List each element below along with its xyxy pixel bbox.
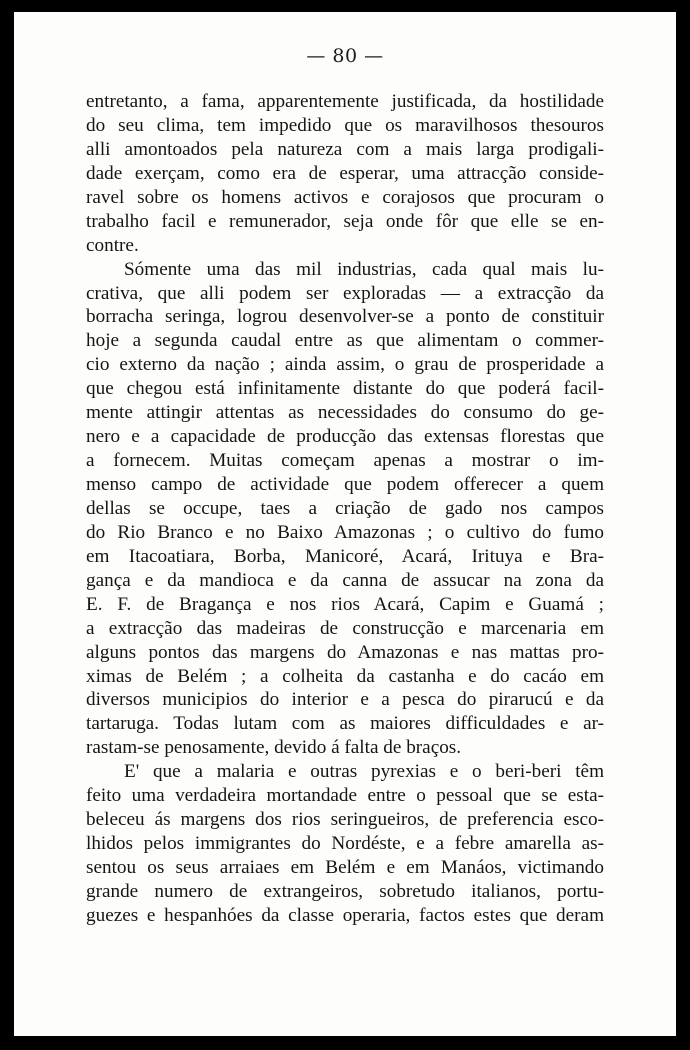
text-line: grande numero de extrangeiros, sobretudo italianos, portu- bbox=[86, 880, 604, 902]
text-line: crativa, que alli podem ser exploradas — a extracção da bbox=[86, 282, 604, 304]
text-line: lhidos pelos immigrantes do Nordéste, e a febre amarella as- bbox=[86, 833, 604, 855]
text-line: dellas se occupe, taes a criação de gado nos campos bbox=[86, 497, 604, 519]
text-line: alguns pontos das margens do Amazonas e nas mattas pro- bbox=[86, 641, 604, 663]
text-line: Sómente uma das mil industrias, cada qual mais lu- bbox=[124, 258, 604, 280]
text-line: E' que a malaria e outras pyrexias e o beri-beri têm bbox=[124, 761, 604, 783]
text-line: tartaruga. Todas lutam com as maiores difficuldades e ar- bbox=[86, 713, 604, 735]
paragraph-1 bbox=[86, 90, 604, 258]
text-line: rastam-se penosamente, devido á falta de braços. bbox=[86, 737, 462, 759]
book-page bbox=[14, 12, 676, 1036]
paragraph-3 bbox=[86, 760, 604, 928]
text-line: E. F. de Bragança e nos rios Acará, Capim e Guamá ; bbox=[86, 593, 604, 615]
paragraph-2 bbox=[86, 258, 604, 761]
text-line: mente attingir attentas as necessidades do consumo do ge- bbox=[86, 402, 604, 424]
text-line: ravel sobre os homens activos e corajosos que procuram o bbox=[86, 186, 604, 208]
text-line: ximas de Belém ; a colheita da castanha e do cacáo em bbox=[86, 665, 604, 687]
text-line: guezes e hespanhóes da classe operaria, factos estes que deram bbox=[86, 904, 604, 926]
text-line: cio externo da nação ; ainda assim, o grau de prosperidade a bbox=[86, 354, 604, 376]
text-line: em Itacoatiara, Borba, Manicoré, Acará, Irituya e Bra- bbox=[86, 545, 604, 567]
text-line: trabalho facil e remunerador, seja onde fôr que elle se en- bbox=[86, 210, 604, 232]
text-line: a extracção das madeiras de construcção e marcenaria em bbox=[86, 617, 604, 639]
text-line: borracha seringa, logrou desenvolver-se a ponto de constituir bbox=[86, 306, 604, 328]
text-line: que chegou está infinitamente distante do que poderá facil- bbox=[86, 378, 604, 400]
text-line: contre. bbox=[86, 234, 139, 256]
text-line: gança e da mandioca e da canna de assucar na zona da bbox=[86, 569, 604, 591]
text-line: beleceu ás margens dos rios seringueiros, de preferencia esco- bbox=[86, 809, 604, 831]
text-line: alli amontoados pela natureza com a mais larga prodigali- bbox=[86, 138, 604, 160]
text-line: a fornecem. Muitas começam apenas a mostrar o im- bbox=[86, 450, 604, 472]
text-line: sentou os seus arraiaes em Belém e em Manáos, victimando bbox=[86, 857, 604, 878]
text-line: nero e a capacidade de producção das extensas florestas que bbox=[86, 426, 604, 448]
text-line: hoje a segunda caudal entre as que alimentam o commer- bbox=[86, 330, 604, 352]
text-line: entretanto, a fama, apparentemente justificada, da hostilidade bbox=[86, 91, 604, 112]
text-line: do Rio Branco e no Baixo Amazonas ; o cultivo do fumo bbox=[86, 521, 604, 543]
text-line: menso campo de actividade que podem offerecer a quem bbox=[86, 474, 604, 495]
page-number: — 80 — bbox=[306, 45, 384, 67]
text-line: do seu clima, tem impedido que os maravilhosos thesouros bbox=[86, 114, 604, 136]
text-line: feito uma verdadeira mortandade entre o pessoal que se esta- bbox=[86, 785, 604, 807]
text-line: dade exerçam, como era de esperar, uma attracção conside- bbox=[86, 162, 604, 184]
text-line: diversos municipios do interior e a pesca do pirarucú e da bbox=[86, 689, 604, 711]
body-text bbox=[86, 90, 604, 928]
